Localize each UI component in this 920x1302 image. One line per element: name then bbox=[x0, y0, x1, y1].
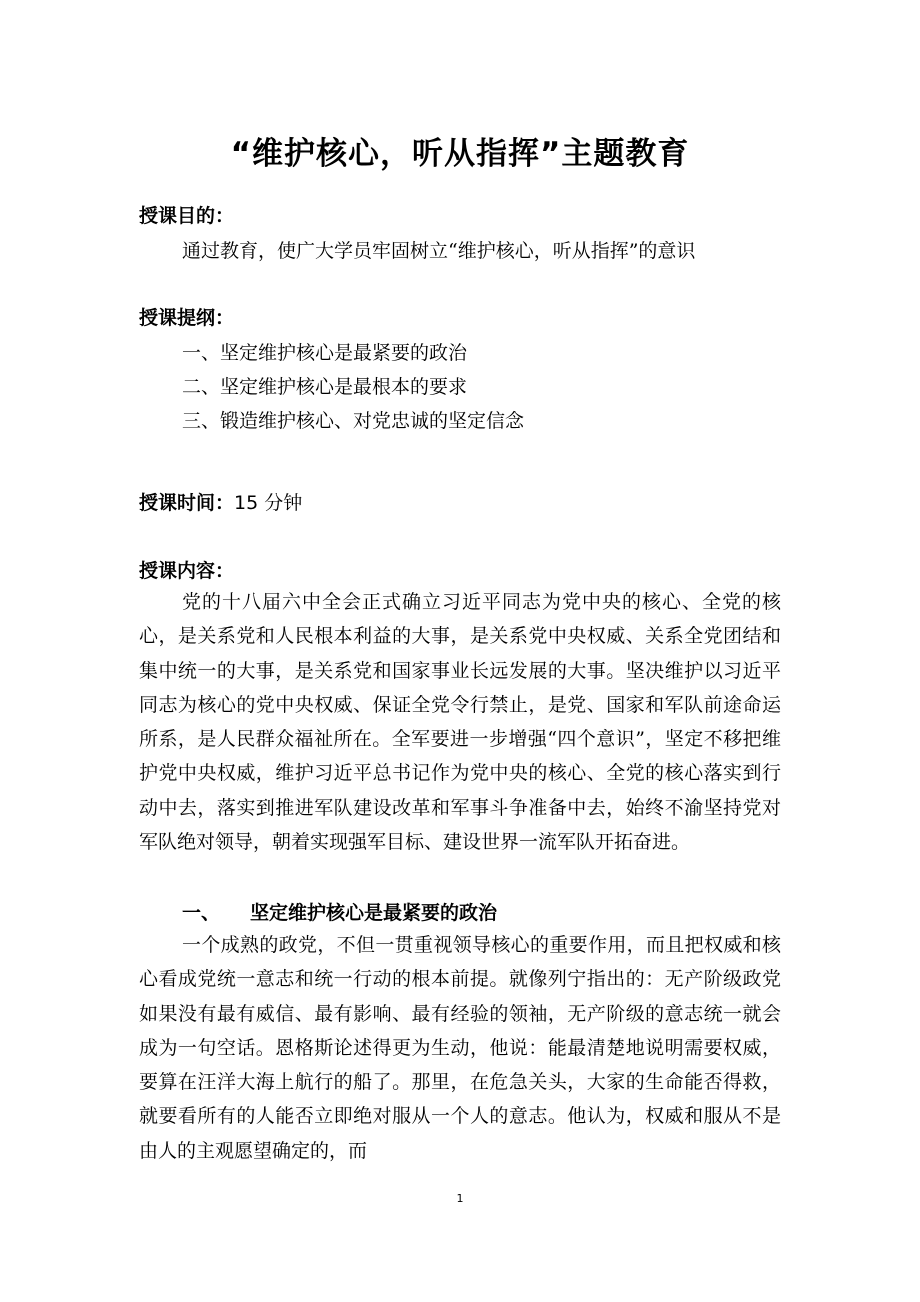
page-number: 1 bbox=[456, 1192, 464, 1205]
time-heading: 授课时间： bbox=[139, 492, 235, 514]
outline-item-1: 一、坚定维护核心是最紧要的政治 bbox=[182, 342, 468, 364]
outline-item-2: 二、坚定维护核心是最根本的要求 bbox=[182, 376, 468, 398]
content-paragraph-1: 党的十八届六中全会正式确立习近平同志为党中央的核心、全党的核心，是关系党和人民根本利益的大事，是关系党中央权威、关系全党团结和集中统一的大事，是关系党和国家事业长远发展的大事。坚决维护以习近平同志为核心的党中央权威、保证全党令行禁止，是党、国家和军队前途命运所系，是人民群众福祉所在。全军要进一步增强“四个意识”，坚定不移把维护党中央权威，维护习近平总书记作为党中央的核心、全党的核心落实到行动中去，落实到推进军队建设改革和军事斗争准备中去，始终不渝坚持党对军队绝对领导，朝着实现强军目标、建设世界一流军队开拓奋进。 bbox=[139, 591, 781, 854]
document-title: “维护核心，听从指挥”主题教育 bbox=[230, 136, 690, 172]
time-value: 15 分钟 bbox=[234, 492, 303, 514]
time-row bbox=[139, 488, 302, 515]
section-1-heading bbox=[182, 898, 497, 925]
outline-item-3: 三、锻造维护核心、对党忠诚的坚定信念 bbox=[182, 410, 525, 432]
purpose-text: 通过教育，使广大学员牢固树立“维护核心，听从指挥”的意识 bbox=[182, 240, 696, 262]
section-1-number: 一、 bbox=[182, 902, 221, 924]
content-heading: 授课内容： bbox=[139, 560, 235, 582]
purpose-heading: 授课目的： bbox=[139, 205, 235, 227]
content-paragraph-2: 一个成熟的政党，不但一贯重视领导核心的重要作用，而且把权威和核心看成党统一意志和统一行动的根本前提。就像列宁指出的：无产阶级政党如果没有最有威信、最有影响、最有经验的领袖，无产阶级的意志统一就会成为一句空话。恩格斯论述得更为生动，他说：能最清楚地说明需要权威，要算在汪洋大海上航行的船了。那里，在危急关头，大家的生命能否得救，就要看所有的人能否立即绝对服从一个人的意志。他认为，权威和服从不是由人的主观愿望确定的，而 bbox=[139, 934, 781, 1162]
outline-heading: 授课提纲： bbox=[139, 307, 235, 329]
section-1-title: 坚定维护核心是最紧要的政治 bbox=[250, 902, 498, 924]
